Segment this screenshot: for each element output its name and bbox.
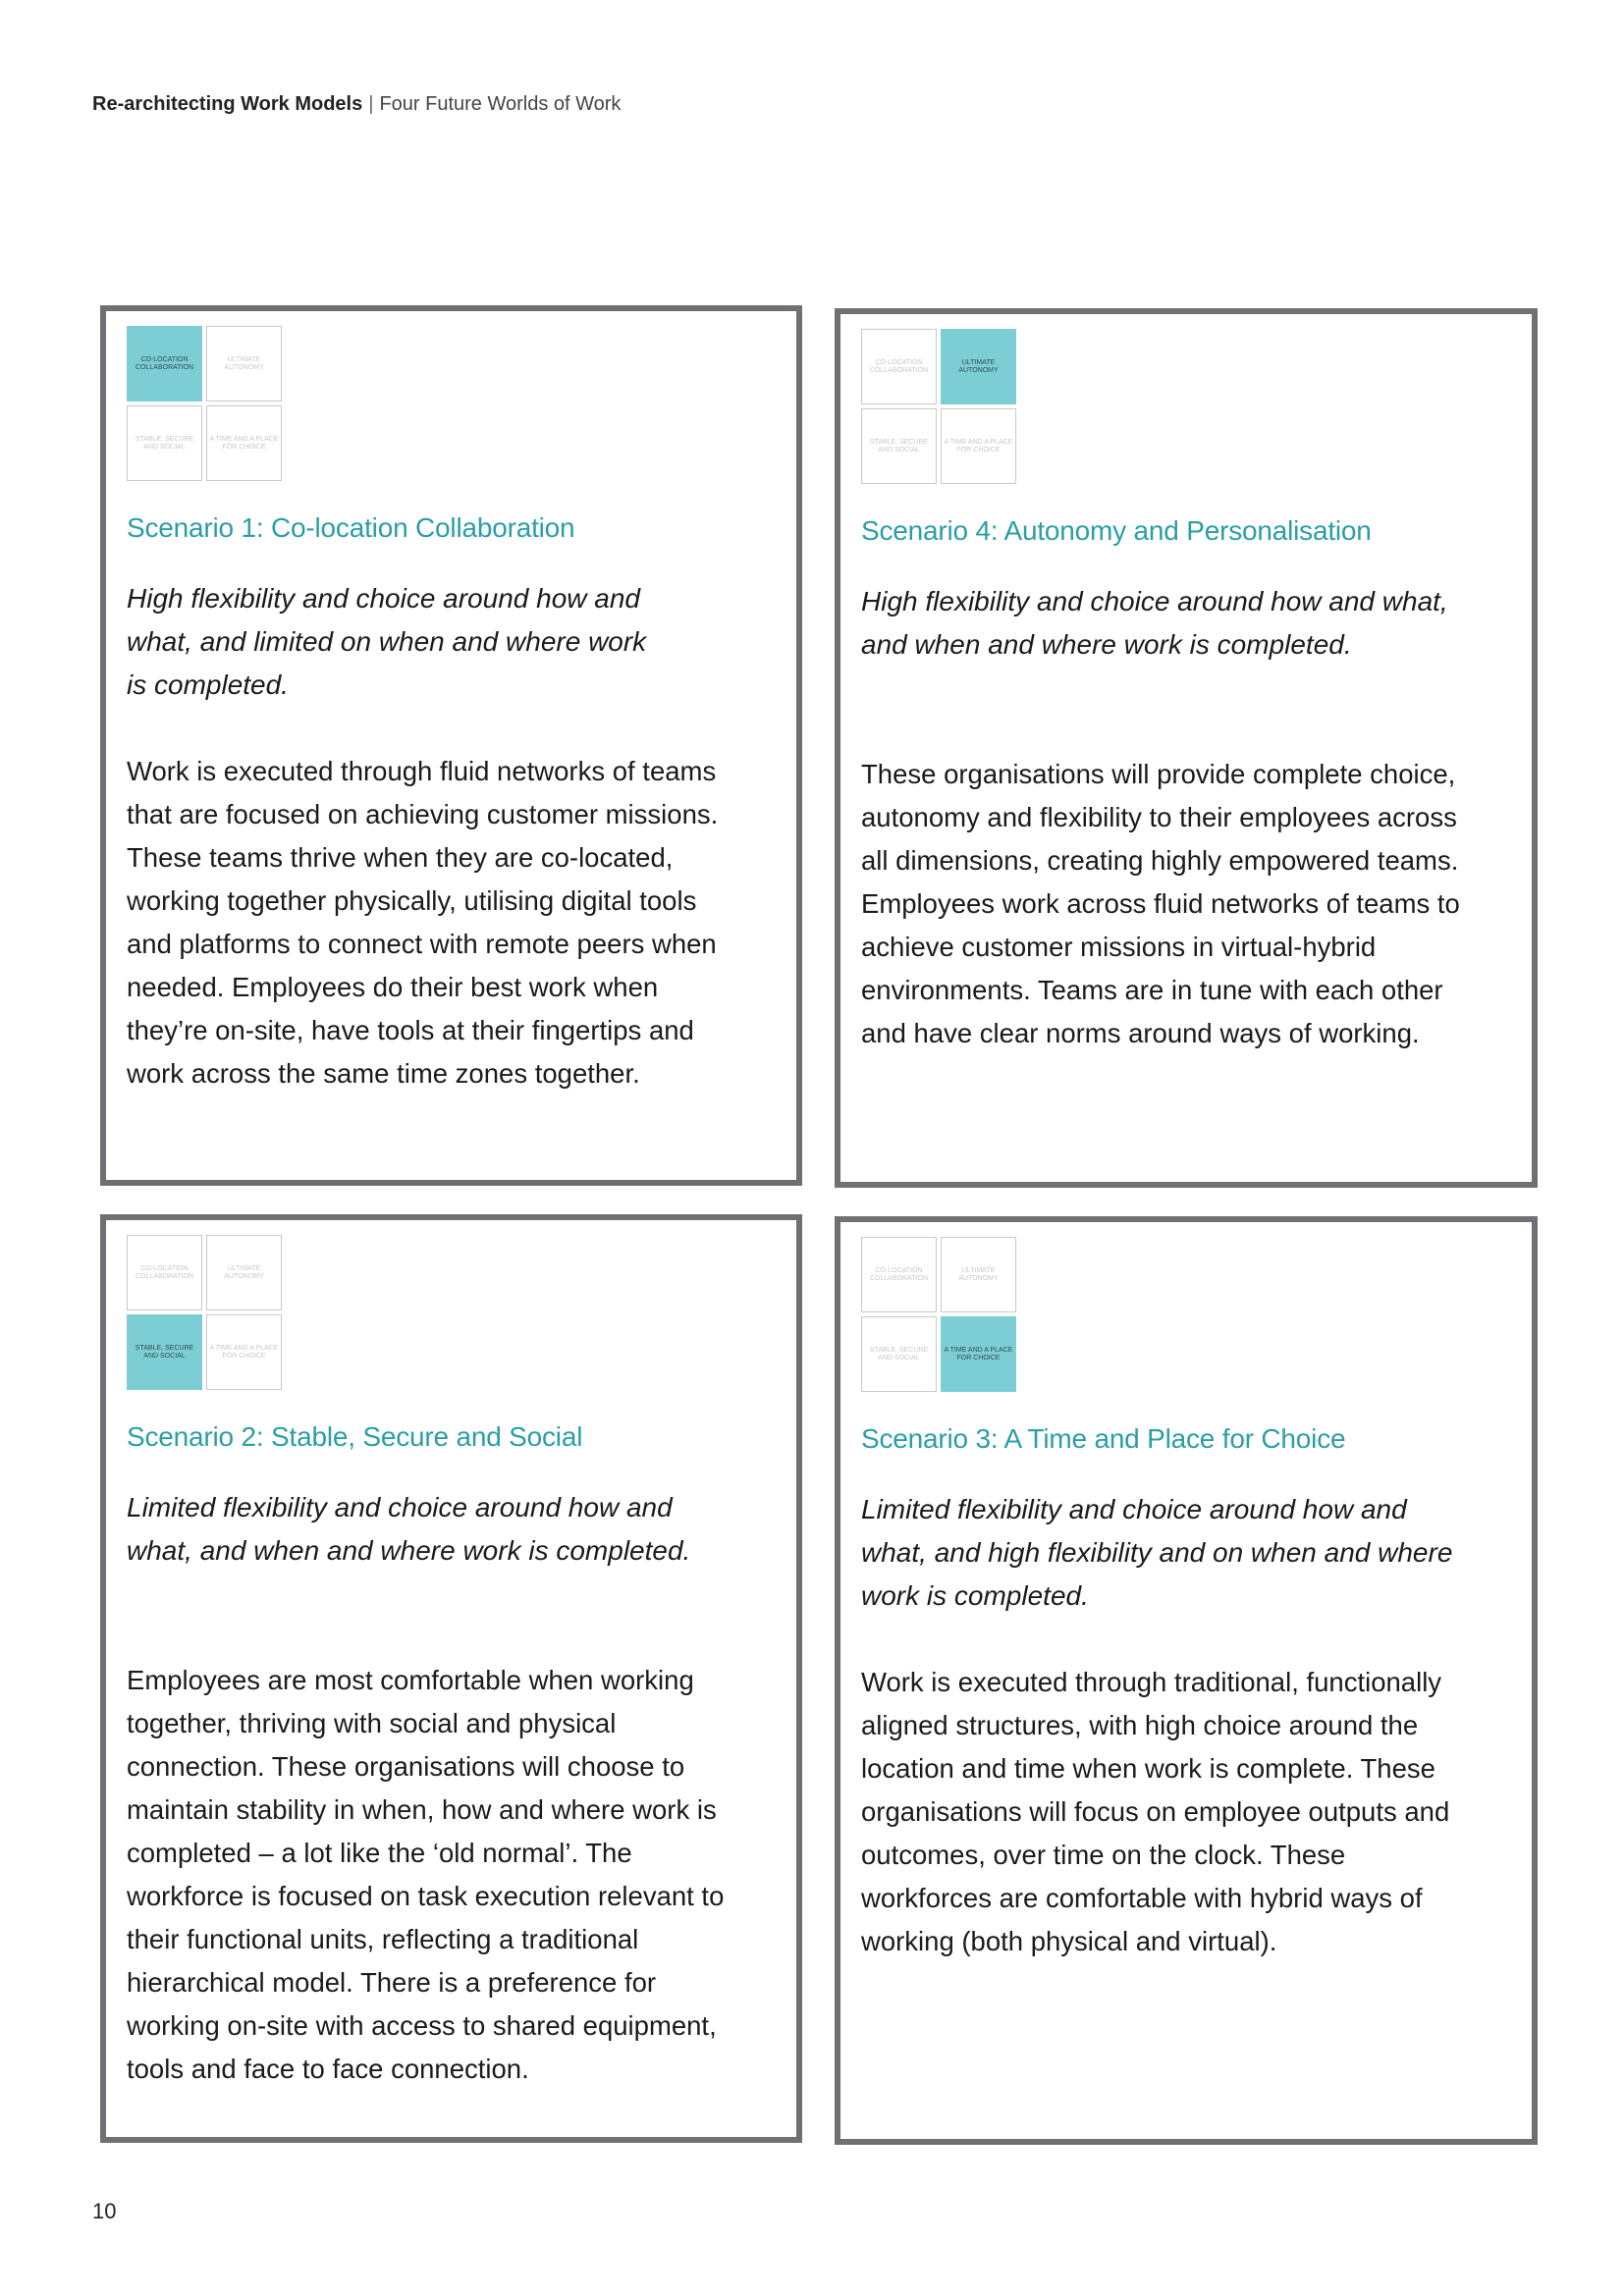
quadrant-autonomy: ULTIMATE AUTONOMY [206, 326, 282, 401]
scenario-quadrant-grid [127, 1235, 282, 1390]
quadrant-time-place: A TIME AND A PLACE FOR CHOICE [941, 1316, 1016, 1392]
quadrant-stable: STABLE, SECURE AND SOCIAL [127, 405, 202, 481]
scenario-title: Scenario 3: A Time and Place for Choice [861, 1423, 1346, 1454]
header-separator: | [368, 93, 374, 115]
quadrant-stable: STABLE, SECURE AND SOCIAL [861, 1316, 937, 1392]
scenario-quadrant-grid [127, 326, 282, 481]
quadrant-autonomy: ULTIMATE AUTONOMY [206, 1235, 282, 1310]
quadrant-time-place: A TIME AND A PLACE FOR CHOICE [206, 1314, 282, 1390]
scenario-body: Work is executed through traditional, functionally aligned structures, with high choice around the location and time when work is complete. These organisations will focus on employee outputs and outcomes, over time on the clock. These workforces are comfortable with hybrid ways of working (both physical and virtual). [861, 1667, 1450, 1956]
quadrant-colocation: CO-LOCATION COLLABORATION [861, 329, 937, 404]
running-header [92, 93, 621, 116]
scenario-body: Employees are most comfortable when working together, thriving with social and physical connection. These organisations will choose to maintain stability in when, how and where work is completed – a lot like the ‘old normal’. The workforce is focused on task execution relevant to their functional units, reflecting a traditional hierarchical model. There is a preference for working on-site with access to shared equipment, tools and face to face connection. [127, 1665, 725, 2084]
quadrant-autonomy: ULTIMATE AUTONOMY [941, 329, 1016, 404]
quadrant-time-place: A TIME AND A PLACE FOR CHOICE [206, 405, 282, 481]
scenario-4-card [835, 308, 1538, 1188]
quadrant-colocation: CO-LOCATION COLLABORATION [861, 1237, 937, 1312]
scenario-title: Scenario 1: Co-location Collaboration [127, 512, 575, 543]
scenario-1-card [100, 305, 802, 1186]
quadrant-time-place: A TIME AND A PLACE FOR CHOICE [941, 408, 1016, 484]
scenario-lead: High flexibility and choice around how and what, and limited on when and where work is completed. [127, 583, 647, 700]
header-section-title: Four Future Worlds of Work [379, 93, 622, 115]
scenario-quadrant-grid [861, 1237, 1016, 1392]
scenario-3-card [835, 1216, 1538, 2145]
quadrant-autonomy: ULTIMATE AUTONOMY [941, 1237, 1016, 1312]
scenario-quadrant-grid [861, 329, 1016, 484]
scenario-lead: High flexibility and choice around how and what, and when and where work is completed. [861, 586, 1448, 660]
scenario-lead: Limited flexibility and choice around how and what, and when and where work is completed. [127, 1492, 691, 1566]
scenario-title: Scenario 2: Stable, Secure and Social [127, 1421, 583, 1452]
scenario-body: Work is executed through fluid networks of teams that are focused on achieving customer missions. These teams thrive when they are co-located, working together physically, utilising digital tools and platforms to connect with remote peers when needed. Employees do their best work when they’re on-site, have tools at their fingertips and work across the same time zones together. [127, 756, 719, 1089]
scenario-title: Scenario 4: Autonomy and Personalisation [861, 515, 1372, 546]
scenario-body: These organisations will provide complete choice, autonomy and flexibility to their employees across all dimensions, creating highly empowered teams. Employees work across fluid networks of teams to achieve customer missions in virtual-hybrid environments. Teams are in tune with each other and have clear norms around ways of working. [861, 759, 1460, 1048]
page-number: 10 [92, 2199, 117, 2223]
quadrant-colocation: CO-LOCATION COLLABORATION [127, 326, 202, 401]
scenario-2-card [100, 1214, 802, 2143]
header-document-title: Re-architecting Work Models [92, 93, 363, 115]
quadrant-colocation: CO-LOCATION COLLABORATION [127, 1235, 202, 1310]
quadrant-stable: STABLE, SECURE AND SOCIAL [861, 408, 937, 484]
quadrant-stable: STABLE, SECURE AND SOCIAL [127, 1314, 202, 1390]
scenario-lead: Limited flexibility and choice around how and what, and high flexibility and on when and where work is completed. [861, 1494, 1453, 1611]
